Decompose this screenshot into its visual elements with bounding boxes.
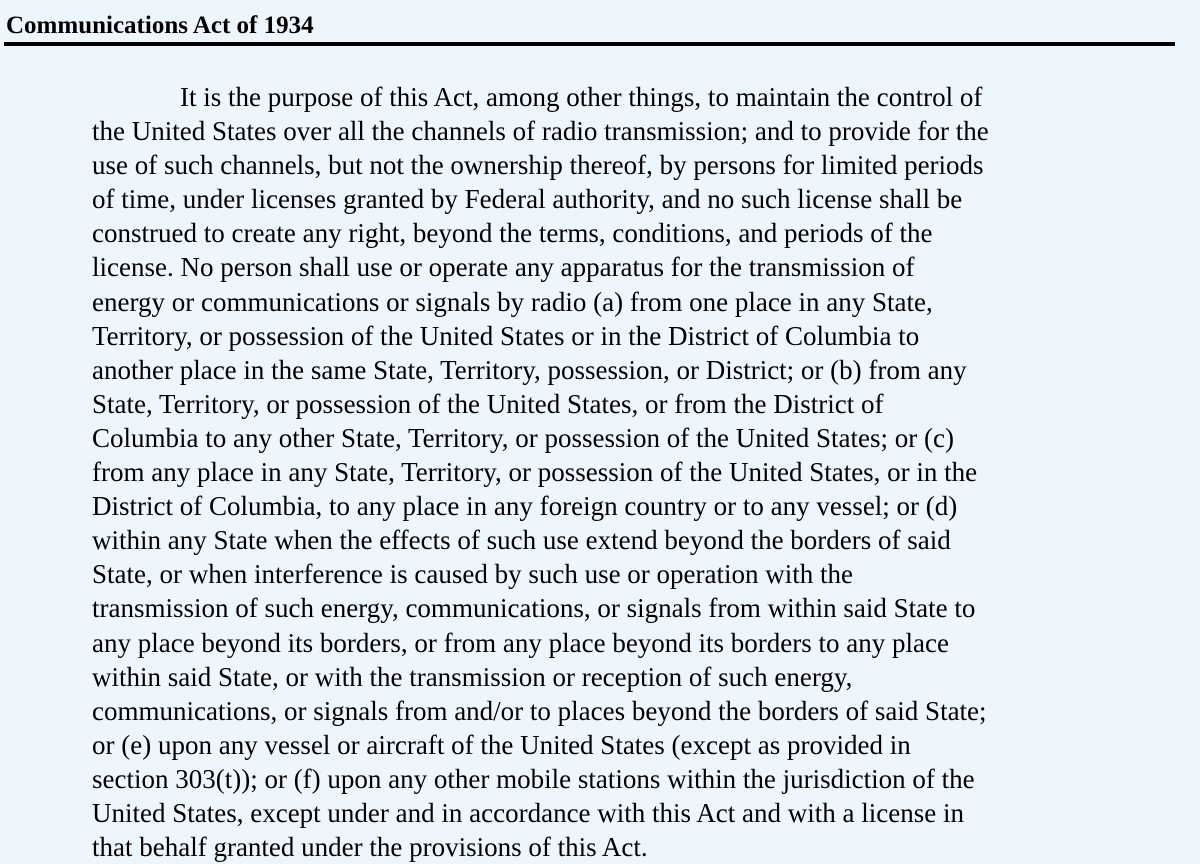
- paragraph-line: Territory, or possession of the United States or in the District of Columbia to: [92, 320, 920, 351]
- paragraph-line: United States, except under and in accordance with this Act and with a license in: [92, 797, 964, 828]
- paragraph-line: use of such channels, but not the ownership thereof, by persons for limited periods: [92, 150, 984, 181]
- paragraph-line: another place in the same State, Territory, possession, or District; or (b) from any: [92, 354, 967, 385]
- paragraph-line: the United States over all the channels of radio transmission; and to provide for the: [92, 116, 989, 147]
- paragraph-line: State, Territory, or possession of the United States, or from the District of: [92, 388, 884, 419]
- paragraph-line: It is the purpose of this Act, among other things, to maintain the control of: [180, 82, 983, 112]
- paragraph-line: communications, or signals from and/or to places beyond the borders of said State;: [92, 695, 987, 726]
- paragraph-line: license. No person shall use or operate any apparatus for the transmission of: [92, 252, 915, 283]
- paragraph-line: construed to create any right, beyond the terms, conditions, and periods of the: [92, 218, 933, 249]
- paragraph-line: section 303(t)); or (f) upon any other mobile stations within the jurisdiction of the: [92, 763, 975, 794]
- paragraph-line: within said State, or with the transmission or reception of such energy,: [92, 661, 853, 692]
- paragraph-line: or (e) upon any vessel or aircraft of the United States (except as provided in: [92, 729, 911, 760]
- paragraph-line: that behalf granted under the provisions of this Act.: [92, 832, 648, 863]
- paragraph-line: energy or communications or signals by radio (a) from one place in any State,: [92, 286, 933, 317]
- paragraph-line: any place beyond its borders, or from any place beyond its borders to any place: [92, 627, 949, 658]
- paragraph-line: State, or when interference is caused by such use or operation with the: [92, 559, 853, 590]
- paragraph-line: from any place in any State, Territory, or possession of the United States, or in the: [92, 457, 978, 488]
- paragraph-line: transmission of such energy, communications, or signals from within said State to: [92, 593, 976, 624]
- document-title: Communications Act of 1934: [6, 12, 314, 39]
- paragraph-line: District of Columbia, to any place in any foreign country or to any vessel; or (d): [92, 491, 958, 522]
- paragraph-line: of time, under licenses granted by Federal authority, and no such license shall be: [92, 184, 963, 215]
- paragraph-line: within any State when the effects of such use extend beyond the borders of said: [92, 525, 951, 556]
- paragraph-line: Columbia to any other State, Territory, or possession of the United States; or (c): [92, 422, 954, 453]
- title-underline: [4, 42, 1175, 46]
- body-paragraph: [92, 80, 1172, 864]
